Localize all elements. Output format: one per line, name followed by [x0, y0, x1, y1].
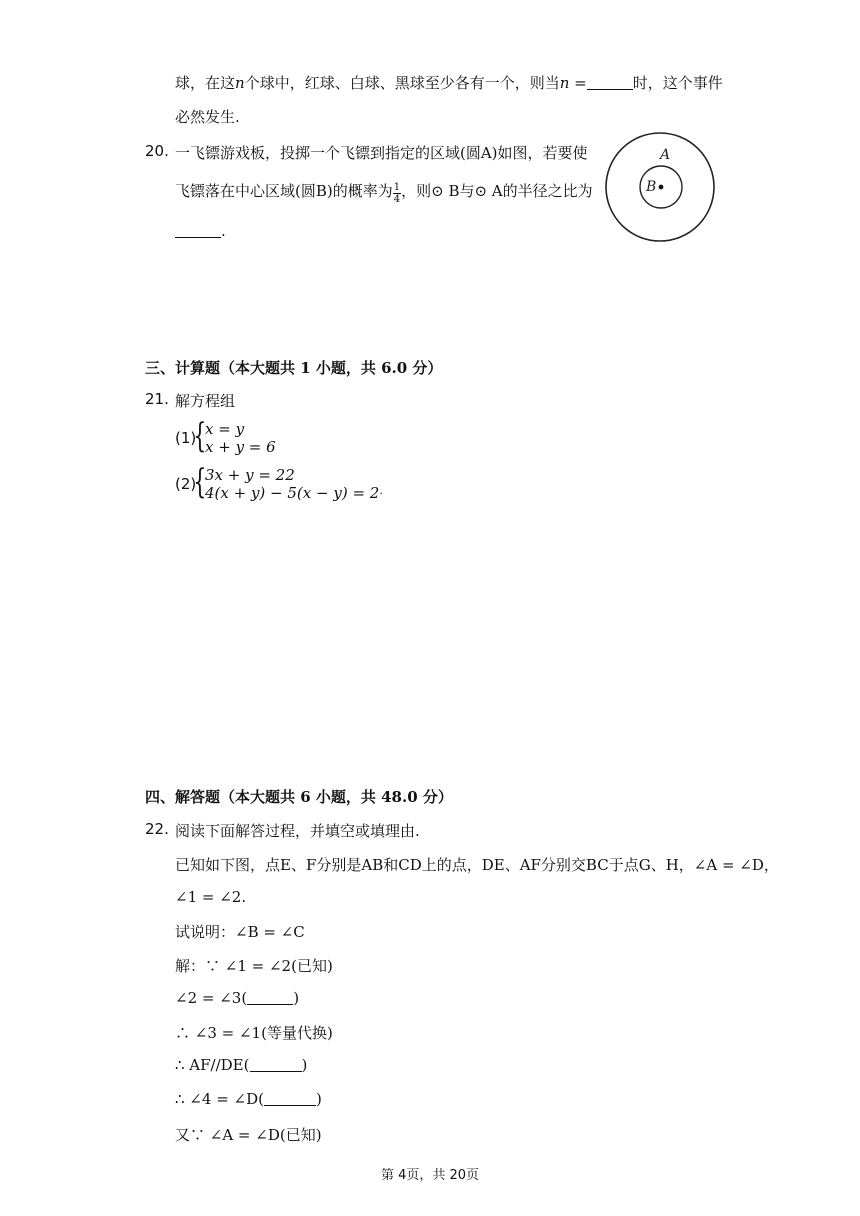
center-point	[659, 185, 664, 190]
q22-step2: ∠2 = ∠3( )	[175, 989, 300, 1007]
q20-line1: 一飞镖游戏板，投掷一个飞镖到指定的区域(圆A)如图，若要使	[175, 144, 588, 162]
q21-title: 解方程组	[175, 392, 236, 410]
dartboard-figure	[604, 131, 716, 243]
q22-step1: 解：∵ ∠1 = ∠2(已知)	[175, 957, 333, 975]
q22-prove: 试说明：∠B = ∠C	[175, 923, 305, 941]
label-b: B	[646, 179, 657, 195]
brace-2: {	[193, 462, 207, 502]
q19-line1: 球，在这n个球中，红球、白球、黑球至少各有一个，则当n = 时，这个事件	[175, 74, 723, 92]
q22-blank-3[interactable]	[264, 1091, 316, 1106]
q22-step3: ∴ ∠3 = ∠1(等量代换)	[175, 1024, 333, 1042]
q22-given1: 已知如下图，点E、F分别是AB和CD上的点，DE、AF分别交BC于点G、H，∠A = ∠D，	[175, 856, 779, 874]
q21-number: 21.	[145, 390, 169, 408]
q22-step4: ∴ AF//DE( )	[175, 1056, 308, 1074]
q20-line2: 飞镖落在中心区域(圆B)的概率为 $\frac{1}{4}$ ，则⊙ B与⊙ A的半径之比为	[175, 182, 593, 205]
q22-blank-2[interactable]	[250, 1057, 302, 1072]
q20-answer-blank[interactable]	[175, 223, 221, 238]
fraction-one-quarter: $\frac{1}{4}$	[393, 182, 401, 205]
q20-number: 20.	[145, 142, 169, 160]
label-a: A	[660, 147, 671, 163]
page-footer: 第 4页，共 20页	[380, 1168, 480, 1183]
section3-title: 三、计算题（本大题共 1 小题，共 6.0 分）	[145, 359, 443, 377]
q22-number: 22.	[145, 820, 169, 838]
q22-given2: ∠1 = ∠2.	[175, 888, 247, 906]
q22-step5: ∴ ∠4 = ∠D( )	[175, 1090, 322, 1108]
q22-blank-1[interactable]	[247, 990, 293, 1005]
section4-title: 四、解答题（本大题共 6 小题，共 48.0 分）	[145, 788, 453, 806]
q22-intro: 阅读下面解答过程，并填空或填理由.	[175, 822, 420, 840]
q20-line3: .	[175, 222, 226, 240]
q19-line2: 必然发生.	[175, 108, 240, 126]
brace-1: {	[193, 416, 207, 456]
q22-step6: 又∵ ∠A = ∠D(已知)	[175, 1126, 322, 1144]
q19-answer-blank[interactable]	[587, 75, 633, 90]
